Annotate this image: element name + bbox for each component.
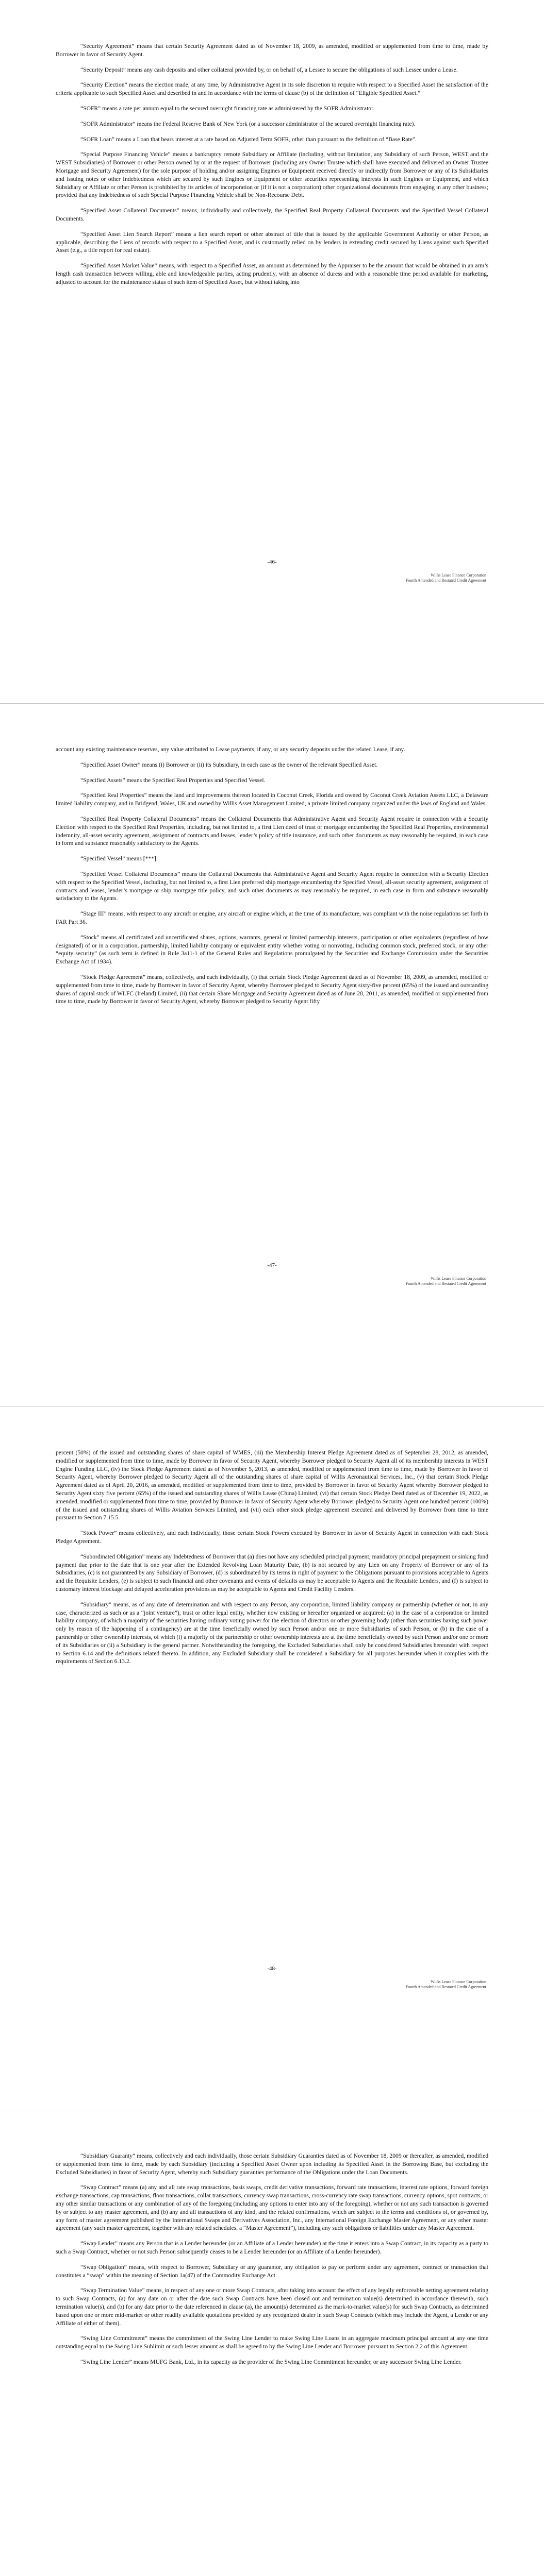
definition-special-purpose-financing-vehicle: “Special Purpose Financing Vehicle” means a bankruptcy remote Subsidiary or Affiliate (including, without limitation, any Subsidiary of such Person, WEST and the WEST Subsidiaries) of Borrower or other Person owned by or at the request of Borrower (including any Owner Trustee which shall have executed and delivered an Owner Trustee Mortgage and Security Agreement) for the sole purpose of holding and/or assigning Engines or Equipment received directly or indirectly from Borrower or any of its Subsidiaries and issuing notes or other Indebtedness which are secured by such Engines or Equipment or other securities representing interests in such Engines or Equipment, and which Subsidiary or Affiliate or other Person is prohibited by its articles of incorporation or (if it is not a corporation) other organizational documents from engaging in any other business; provided that any Indebtedness of such Special Purpose Financing Vehicle shall be Non-Recourse Debt. <box>56 151 488 199</box>
page-divider <box>0 1406 544 1407</box>
definition-subsidiary: “Subsidiary” means, as of any date of determination and with respect to any Person, any corporation, limited liability company or partnership (whether or not, in any case, characterized as such or as a “joint venture”), trust or other legal entity, whether now existing or hereafter organized or acquired: (a) in the case of a corporation or limited liability company, of which a majority of the securities having ordinary voting power for the election of directors or other governing body (other than securities having such power only by reason of the happening of a contingency) are at the time beneficially owned by such Person and/or one or more Subsidiaries of such Person, or (b) in the case of a partnership or other ownership interests, of which (i) a majority of the partnership or other ownership interests are at the time beneficially owned by such Person and/or one or more of its Subsidiaries or (ii) a Subsidiary is the general partner. Notwithstanding the foregoing, the Excluded Subsidiaries shall only be considered Subsidiaries hereunder with respect to Section 6.14 and the definitions related thereto. In addition, any Excluded Subsidiary shall be considered a Subsidiary for all purposes hereunder when it complies with the requirements of Section 6.13.2. <box>56 1601 488 1665</box>
page-divider <box>0 703 544 704</box>
page-body <box>56 2110 488 2366</box>
footer-document: Fourth Amended and Restated Credit Agreement <box>405 1281 486 1286</box>
definition-stock-pledge-agreement: “Stock Pledge Agreement” means, collectively, and each individually, (i) that certain Stock Pledge Agreement dated as of November 18, 2009, as amended, modified or supplemented from time to time, made by Borrower in favor of Security Agent, whereby Borrower pledged to Security Agent sixty-five percent (65%) of the issued and outstanding shares of capital stock of WLFC (Ireland) Limited, (ii) that certain Share Mortgage and Security Agreement dated as of June 28, 2011, as amended, modified or supplemented from time to time, made by Borrower in favor of Security Agent, whereby Borrower pledged to Security Agent fifty <box>56 973 488 1005</box>
definition-swing-line-lender: “Swing Line Lender” means MUFG Bank, Ltd., in its capacity as the provider of the Swing Line Commitment hereunder, or any successor Swing Line Lender. <box>80 2358 462 2365</box>
footer-document: Fourth Amended and Restated Credit Agreement <box>405 578 486 583</box>
definition-security-deposit: “Security Deposit” means any cash deposits and other collateral provided by, or on behalf of, a Lessee to secure the obligations of such Lessee under a Lease. <box>80 66 458 73</box>
definition-stock: “Stock” means all certificated and uncertificated shares, options, warrants, general or limited partnership interests, participation or other equivalents (regardless of how designated) of or in a corporation, partnership, limited liability company or equivalent entity whether voting or nonvoting, including common stock, preferred stock, or any other “equity security” (as such term is defined in Rule 3a11-1 of the General Rules and Regulations promulgated by the Securities and Exchange Commission under the Securities Exchange Act of 1934). <box>56 934 488 965</box>
definition-specified-asset-collateral-documents: “Specified Asset Collateral Documents” means, individually and collectively, the Specified Real Property Collateral Documents and the Specified Vessel Collateral Documents. <box>56 207 488 222</box>
page-number: -47- <box>267 1262 277 1268</box>
definition-specified-assets: “Specified Assets” means the Specified Real Properties and Specified Vessel. <box>80 776 266 784</box>
definition-swap-termination-value: “Swap Termination Value” means, in respect of any one or more Swap Contracts, after taking into account the effect of any legally enforceable netting agreement relating to such Swap Contracts, (a) for any date on or after the date such Swap Contracts have been closed out and termination value(s) determined in accordance therewith, such termination value(s), and (b) for any date prior to the date referenced in clause (a), the amount(s) determined as the mark-to-market value(s) for such Swap Contracts, as determined based upon one or more mid-market or other readily available quotations provided by any recognized dealer in such Swap Contracts (which may include the Agent, a Lender or any Affiliate of either of them). <box>56 2287 488 2327</box>
definition-specified-vessel: “Specified Vessel” means [***]. <box>80 855 158 862</box>
page-body <box>56 0 488 286</box>
definition-sofr-administrator: “SOFR Administrator” means the Federal Reserve Bank of New York (or a successor administrator of the secured overnight financing rate). <box>80 120 416 127</box>
definition-swap-obligation: “Swap Obligation” means, with respect to Borrower, Subsidiary or any guarantor, any obligation to pay or perform under any agreement, contract or transaction that constitutes a “swap” within the meaning of Section 1a(47) of the Commodity Exchange Act. <box>56 2263 488 2279</box>
page-number: -46- <box>267 559 277 565</box>
footer-company: Willis Lease Finance Corporation <box>431 1979 486 1984</box>
definition-swap-contract: “Swap Contract” means (a) any and all rate swap transactions, basis swaps, credit derivative transactions, forward rate transactions, interest rate options, forward foreign exchange transactions, cap transactions, floor transactions, collar transactions, currency swap transactions, cross-currency rate swap transactions, currency options, spot contracts, or any other similar transactions or any combination of any of the foregoing (including any options to enter into any of the foregoing), whether or not any such transaction is governed by or subject to any master agreement, and (b) any and all transactions of any kind, and the related confirmations, which are subject to the terms and conditions of, or governed by, any form of master agreement published by the International Swaps and Derivatives Association, Inc., any International Foreign Exchange Master Agreement, or any other master agreement (any such master agreement, together with any related schedules, a “Master Agreement”), including any such obligations or liabilities under any Master Agreement. <box>56 2184 488 2232</box>
definition-specified-vessel-collateral-documents: “Specified Vessel Collateral Documents” means the Collateral Documents that Administrative Agent and Security Agent require in connection with a Security Election with respect to the Specified Vessel, including, but not limited to, a first Lien preferred ship mortgage encumbering the Specified Vessel, all-asset security agreement, assignment of contracts and leases, lender’s mortgage or ship mortgage title policy, and such other documents as may reasonably be required, in each case in form and substance reasonably satisfactory to the Agents. <box>56 870 488 902</box>
footer-document: Fourth Amended and Restated Credit Agreement <box>405 1985 486 1989</box>
page-49 <box>0 2110 544 2576</box>
continuation-paragraph: percent (50%) of the issued and outstanding shares of share capital of WMES, (iii) the Membership Interest Pledge Agreement dated as of September 28, 2012, as amended, modified or supplemented from time to time, made by Borrower in favor of Security Agent, whereby Borrower pledged to Security Agent all of its membership interests in WEST Engine Funding LLC, (iv) the Stock Pledge Agreement dated as of November 5, 2013, as amended, modified or supplemented from time to time, made by Borrower in favor of Security Agent, whereby Borrower pledged to Security Agent all of the outstanding shares of share capital of Willis Aeronautical Services, Inc., (v) that certain Stock Pledge Agreement dated as of April 20, 2016, as amended, modified or supplemented from time to time, provided by Borrower in favor of Security Agent whereby Borrower pledged to Security Agent sixty five percent (65%) of the issued and outstanding shares of Willis Lease (China) Limited, (vi) that certain Stock Pledge Deed dated as of December 19, 2022, as amended, modified or supplemented from time to time, provided by Borrower in favor of Security Agent whereby Borrower pledged to Security Agent one hundred percent (100%) of the issued and outstanding shares of Willis Aviation Services Limited, and (vii) each other stock pledge agreement executed and delivered by Borrower from time to time pursuant to Section 7.15.5. <box>56 1449 488 1521</box>
page-number: -48- <box>267 1965 277 1972</box>
definition-specified-real-property-collateral-documents: “Specified Real Property Collateral Documents” means the Collateral Documents that Administrative Agent and Security Agent require in connection with a Security Election with respect to the Specified Real Properties, including, but not limited to, a first Lien deed of trust or mortgage encumbering the Specified Real Properties, environmental indemnity, all-asset security agreement, assignment of contracts and leases, lender’s policy of title insurance, and such other documents as may reasonably be required, in each case in form and substance reasonably satisfactory to the Agents. <box>56 815 488 847</box>
definition-security-agreement: “Security Agreement” means that certain Security Agreement dated as of November 18, 2009, as amended, modified or supplemented from time to time, made by Borrower in favor of Security Agent. <box>56 43 488 58</box>
definition-sofr-loan: “SOFR Loan” means a Loan that bears interest at a rate based on Adjusted Term SOFR, other than pursuant to the definition of “Base Rate”. <box>80 135 417 143</box>
definition-subordinated-obligation: “Subordinated Obligation” means any Indebtedness of Borrower that (a) does not have any scheduled principal payment, mandatory principal prepayment or sinking fund payment due prior to the date that is one year after the Extended Revolving Loan Maturity Date, (b) is not secured by any Lien on any Property of Borrower or any of its Subsidiaries, (c) is not guaranteed by any Subsidiary of Borrower, (d) is subordinated by its terms in right of payment to the Obligations pursuant to provisions acceptable to Agents and the Requisite Lenders, (e) is subject to such financial and other covenants and events of defaults as may be acceptable to Agents and the Requisite Lenders, and (f) is subject to customary interest blockage and delayed acceleration provisions as may be acceptable to Agents and Credit Facility Lenders. <box>56 1553 488 1592</box>
definition-security-election: “Security Election” means the election made, at any time, by Administrative Agent in its sole discretion to require with respect to a Specified Asset the satisfaction of the criteria applicable to such Specified Asset and described in and in accordance with the terms of clause (b) of the definition of “Eligible Specified Asset.” <box>56 81 488 97</box>
definition-swing-line-commitment: “Swing Line Commitment” means the commitment of the Swing Line Lender to make Swing Line Loans in an aggregate maximum principal amount at any one time outstanding equal to the Swing Line Sublimit or such lesser amount as shall be agreed to by the Swing Line Lender and Borrower pursuant to Section 2.2 of this Agreement. <box>56 2335 488 2350</box>
definition-sofr: “SOFR” means a rate per annum equal to the secured overnight financing rate as administered by the SOFR Administrator. <box>80 105 375 112</box>
page-48 <box>0 1406 544 2110</box>
footer-company: Willis Lease Finance Corporation <box>431 573 486 578</box>
page-footer <box>406 573 486 583</box>
definition-specified-real-properties: “Specified Real Properties” means the land and improvements thereon located in Coconut Creek, Florida and owned by Coconut Creek Aviation Assets LLC, a Delaware limited liability company, and in Bridgend, Wales, UK and owned by Willis Asset Management Limited, a private limited company organized under the laws of England and Wales. <box>56 792 488 807</box>
page-footer <box>406 1979 486 1990</box>
page-body <box>56 1406 488 1666</box>
definition-specified-asset-owner: “Specified Asset Owner” means (i) Borrower or (ii) its Subsidiary, in each case as the owner of the relevant Specified Asset. <box>80 761 378 768</box>
definition-swap-lender: “Swap Lender” means any Person that is a Lender hereunder (or an Affiliate of a Lender hereunder) at the time it enters into a Swap Contract, in its capacity as a party to such a Swap Contract, whether or not such Person subsequently ceases to be a Lender hereunder (or an Affiliate of a Lender hereunder). <box>56 2240 488 2255</box>
page-47 <box>0 703 544 1406</box>
footer-company: Willis Lease Finance Corporation <box>431 1276 486 1281</box>
definition-specified-asset-lien-search-report: “Specified Asset Lien Search Report” means a lien search report or other abstract of title that is issued by the applicable Government Authority or other Person, as applicable, describing the Liens of records with respect to a Specified Asset, and is customarily relied on by lenders in extending credit secured by Liens against such Specified Asset (e.g., a title report for real estate). <box>56 230 488 254</box>
continuation-paragraph: account any existing maintenance reserves, any value attributed to Lease payments, if any, or any security deposits under the related Lease, if any. <box>56 746 405 753</box>
page-body <box>56 703 488 1006</box>
definition-stock-power: “Stock Power” means collectively, and each individually, those certain Stock Powers executed by Borrower in favor of Security Agent in connection with each Stock Pledge Agreement. <box>56 1530 488 1545</box>
page-footer <box>406 1276 486 1286</box>
definition-stage-iii: “Stage III” means, with respect to any aircraft or engine, any aircraft or engine which, at the time of its manufacture, was compliant with the noise regulations set forth in FAR Part 36. <box>56 910 488 925</box>
definition-subsidiary-guaranty: “Subsidiary Guaranty” means, collectively and each individually, those certain Subsidiary Guaranties dated as of November 18, 2009 or thereafter, as amended, modified or supplemented from time to time, made by each Subsidiary (including a Specified Asset Owner upon including its Specified Asset in the Borrowing Base, but excluding the Excluded Subsidiaries) in favor of Security Agent, whereby such Subsidiary guaranties performance of the Obligations under the Loan Documents. <box>56 2153 488 2176</box>
page-46 <box>0 0 544 703</box>
definition-specified-asset-market-value: “Specified Asset Market Value” means, with respect to a Specified Asset, an amount as determined by the Appraiser to be the amount that would be obtained in an arm’s length cash transaction between willing, able and knowledgeable parties, acting prudently, with an absence of duress and with a reasonable time period available for marketing, adjusted to account for the maintenance status of such item of Specified Asset, but without taking into <box>56 262 488 285</box>
